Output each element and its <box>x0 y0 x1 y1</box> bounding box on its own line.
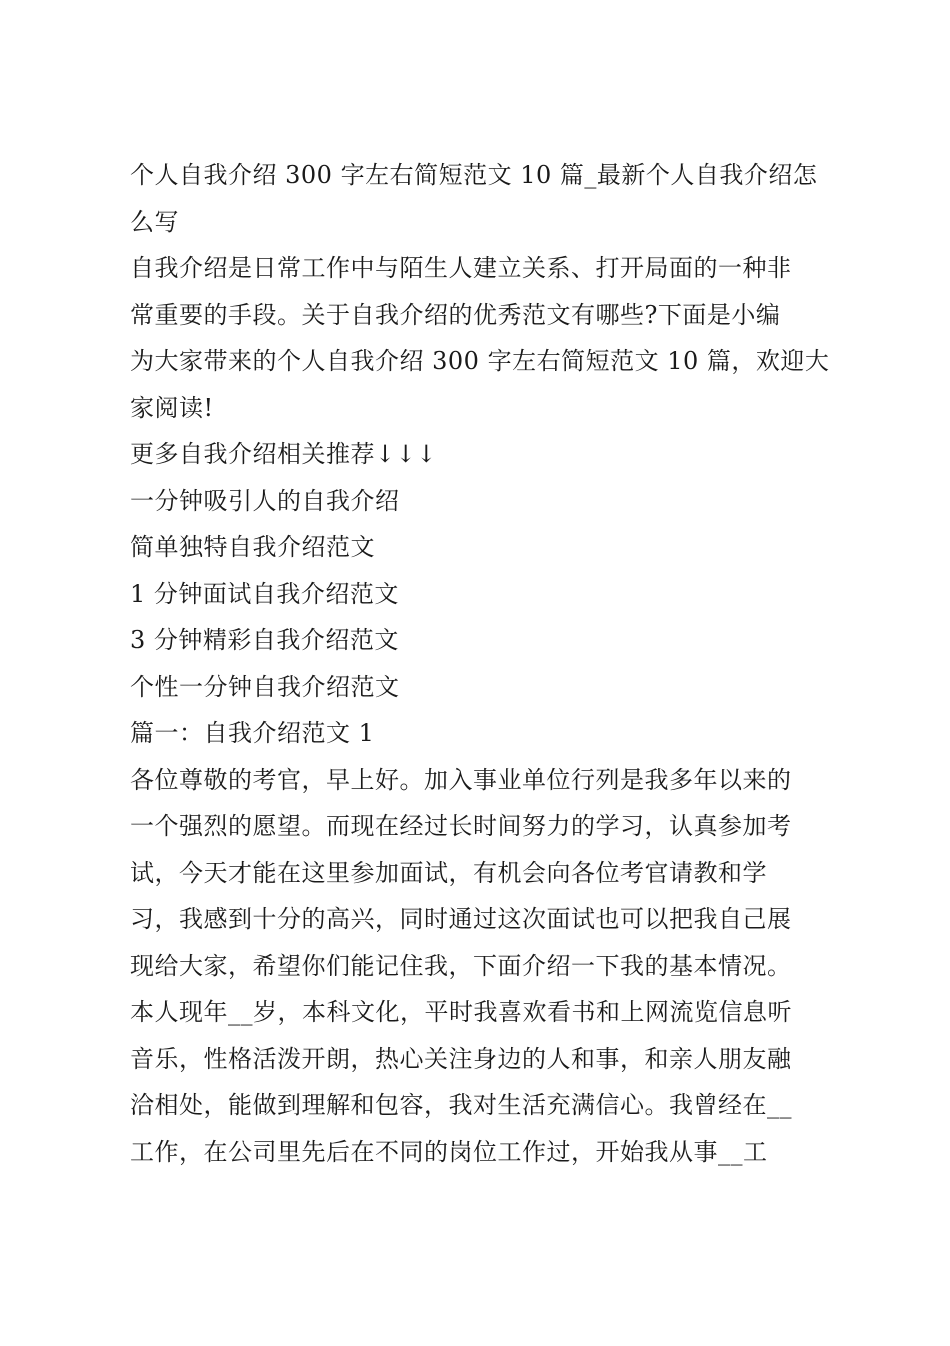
intro-line: 常重要的手段。关于自我介绍的优秀范文有哪些?下面是小编 <box>130 300 781 329</box>
body-line: 习，我感到十分的高兴，同时通过这次面试也可以把我自己展 <box>130 905 792 933</box>
section-heading: 篇一：自我介绍范文 1 <box>130 719 375 747</box>
intro-line: 为大家带来的个人自我介绍 300 字左右简短范文 10 篇，欢迎大 <box>130 347 830 375</box>
body-line: 洽相处，能做到理解和包容，我对生活充满信心。我曾经在__ <box>130 1091 792 1119</box>
body-line: 一个强烈的愿望。而现在经过长时间努力的学习，认真参加考 <box>130 812 792 840</box>
title-line: 个人自我介绍 300 字左右简短范文 10 篇_最新个人自我介绍怎 <box>130 161 818 189</box>
recommend-link[interactable]: 个性一分钟自我介绍范文 <box>130 672 400 701</box>
document-page <box>130 152 830 1175</box>
body-line: 音乐，性格活泼开朗，热心关注身边的人和事，和亲人朋友融 <box>130 1044 792 1073</box>
recommend-link[interactable]: 3 分钟精彩自我介绍范文 <box>130 626 399 654</box>
body-line: 本人现年__岁，本科文化，平时我喜欢看书和上网流览信息听 <box>130 998 792 1026</box>
recommend-link[interactable]: 1 分钟面试自我介绍范文 <box>130 579 399 608</box>
intro-line: 自我介绍是日常工作中与陌生人建立关系、打开局面的一种非 <box>130 254 792 282</box>
body-line: 试，今天才能在这里参加面试，有机会向各位考官请教和学 <box>130 858 767 887</box>
body-line: 现给大家，希望你们能记住我，下面介绍一下我的基本情况。 <box>130 951 792 980</box>
recommend-link[interactable]: 一分钟吸引人的自我介绍 <box>130 486 400 515</box>
recommend-heading: 更多自我介绍相关推荐↓↓↓ <box>130 440 437 468</box>
body-line: 各位尊敬的考官，早上好。加入事业单位行列是我多年以来的 <box>130 765 792 794</box>
intro-line: 家阅读! <box>130 393 214 422</box>
body-line: 工作，在公司里先后在不同的岗位工作过，开始我从事__工 <box>130 1137 768 1166</box>
title-line: 么写 <box>130 207 179 236</box>
recommend-link[interactable]: 简单独特自我介绍范文 <box>130 533 375 561</box>
